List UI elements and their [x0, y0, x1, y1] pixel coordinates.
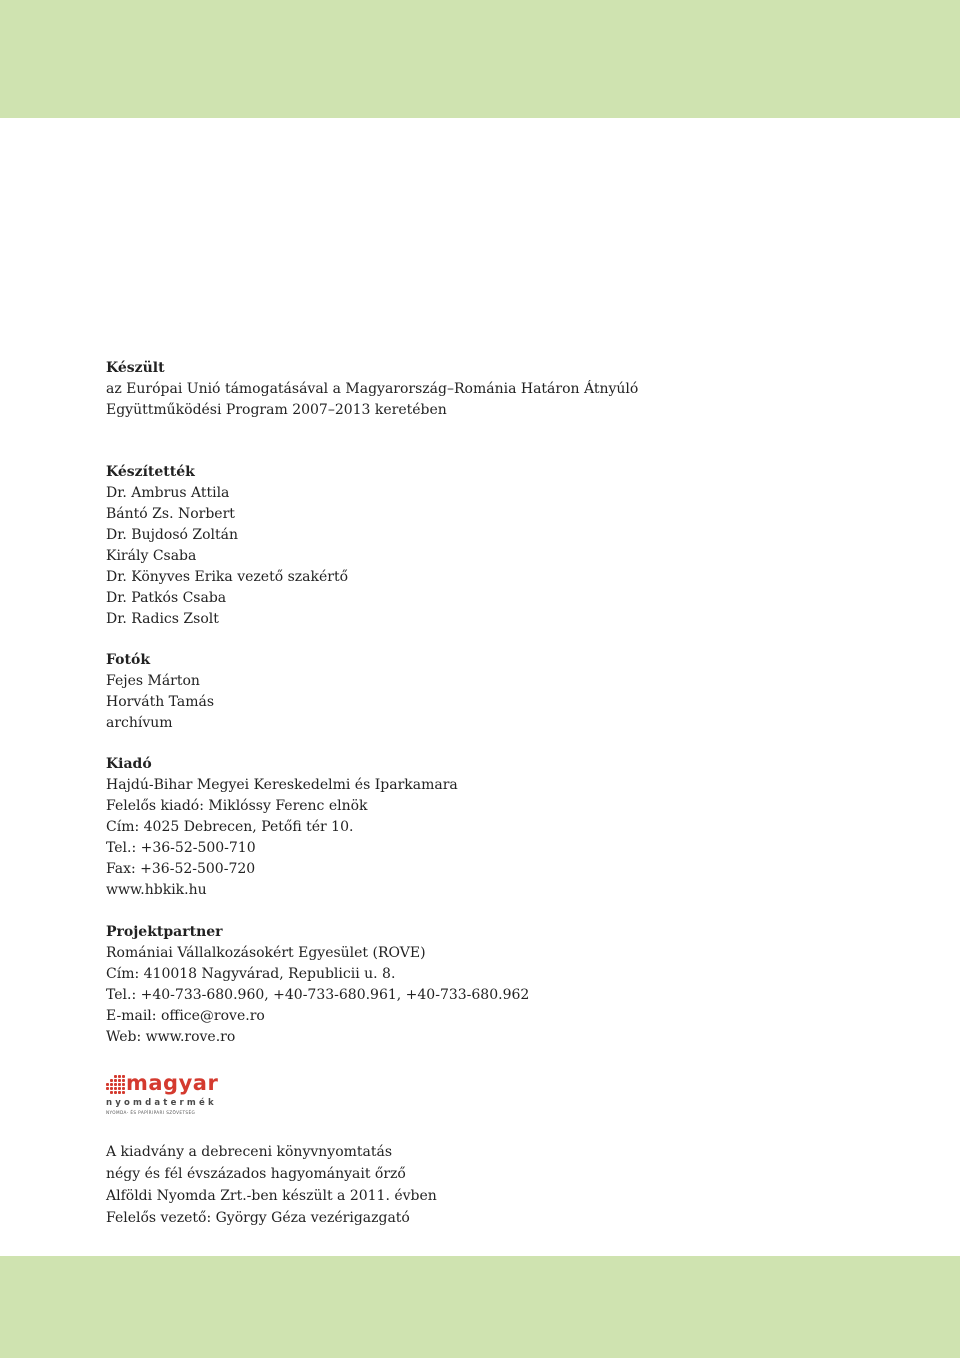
photographer: archívum	[106, 715, 173, 731]
author-name: Dr. Bujdosó Zoltán	[106, 527, 239, 543]
partner-website: Web: www.rove.ro	[106, 1029, 236, 1045]
photographer: Horváth Tamás	[106, 694, 215, 710]
partner-email: E-mail: office@rove.ro	[106, 1008, 265, 1024]
author-name: Dr. Ambrus Attila	[106, 485, 230, 501]
partner-address: Cím: 410018 Nagyvárad, Republicii u. 8.	[106, 966, 396, 982]
section-kiado	[106, 754, 458, 901]
colophon-line: Felelős vezető: György Géza vezérigazgató	[106, 1210, 410, 1226]
logo-wordmark: magyar	[126, 1071, 219, 1095]
publisher-name: Hajdú-Bihar Megyei Kereskedelmi és Iparkamara	[106, 777, 458, 793]
photographer: Fejes Márton	[106, 673, 200, 689]
keszitettek-heading: Készítették	[106, 464, 195, 480]
fotok-heading: Fotók	[106, 652, 151, 668]
publisher-address: Cím: 4025 Debrecen, Petőfi tér 10.	[106, 819, 354, 835]
bottom-green-band	[0, 1256, 960, 1358]
publisher-website: www.hbkik.hu	[106, 882, 207, 898]
publisher-fax: Fax: +36-52-500-720	[106, 861, 256, 877]
author-name: Király Csaba	[106, 548, 197, 564]
dot-grid-icon	[106, 1075, 126, 1095]
author-name: Bántó Zs. Norbert	[106, 506, 235, 522]
section-fotok	[106, 650, 214, 734]
top-green-band	[0, 0, 960, 118]
colophon-line: négy és fél évszázados hagyományait őrző	[106, 1166, 406, 1182]
author-name: Dr. Patkós Csaba	[106, 590, 227, 606]
colophon-line: Alföldi Nyomda Zrt.-ben készült a 2011. évben	[106, 1188, 437, 1204]
colophon-line: A kiadvány a debreceni könyvnyomtatás	[106, 1144, 393, 1160]
logo-subtitle: nyomdatermék	[106, 1098, 217, 1108]
keszult-heading: Készült	[106, 360, 165, 376]
author-name: Dr. Radics Zsolt	[106, 611, 219, 627]
partner-phone: Tel.: +40-733-680.960, +40-733-680.961, +40-733-680.962	[106, 987, 530, 1003]
publisher-phone: Tel.: +36-52-500-710	[106, 840, 256, 856]
magyar-nyomdatermek-logo	[106, 1071, 219, 1119]
section-projektpartner	[106, 922, 529, 1048]
author-name: Dr. Könyves Erika vezető szakértő	[106, 569, 348, 585]
keszult-line: Együttműködési Program 2007–2013 keretében	[106, 402, 447, 418]
publisher-responsible: Felelős kiadó: Miklóssy Ferenc elnök	[106, 798, 368, 814]
partner-name: Romániai Vállalkozásokért Egyesület (ROVE)	[106, 945, 426, 961]
keszult-line: az Európai Unió támogatásával a Magyarország–Románia Határon Átnyúló	[106, 381, 639, 397]
colophon	[106, 1141, 437, 1229]
section-keszitettek	[106, 462, 348, 630]
section-keszult	[106, 358, 638, 421]
logo-tagline: NYOMDA- ÉS PAPÍRIPARI SZÖVETSÉG	[106, 1110, 196, 1115]
projektpartner-heading: Projektpartner	[106, 924, 223, 940]
kiado-heading: Kiadó	[106, 756, 152, 772]
